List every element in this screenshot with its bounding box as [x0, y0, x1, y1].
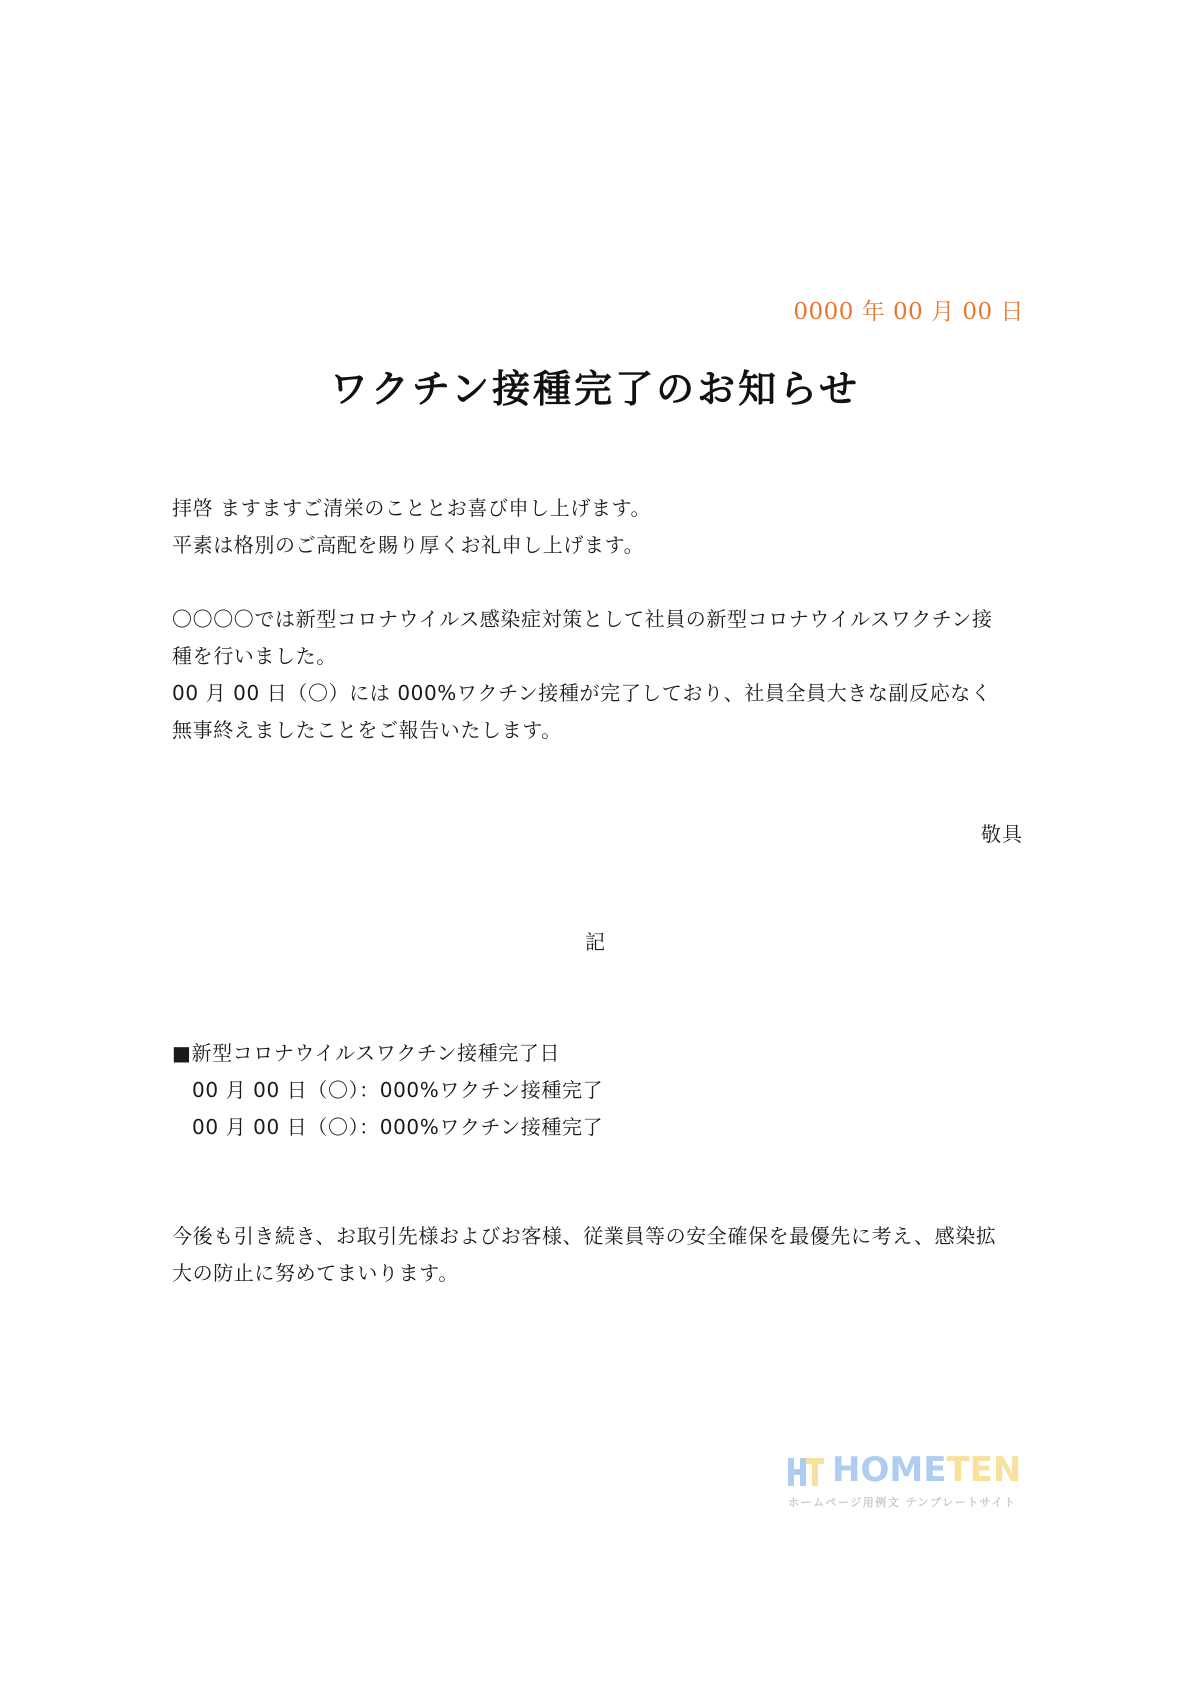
- document-date: 0000 年 00 月 00 日: [793, 299, 1024, 325]
- greeting-line: 拝啓 ますますご清栄のこととお喜び申し上げます。: [172, 496, 652, 520]
- hometen-logo-icon: [786, 1454, 826, 1490]
- final-line: 今後も引き続き、お取引先様およびお客様、従業員等の安全確保を最優先に考え、感染拡: [172, 1224, 997, 1248]
- completion-list: [172, 1035, 1022, 1146]
- closing-phrase: 敬具: [981, 822, 1023, 846]
- logo-name-home: HOME: [832, 1450, 947, 1490]
- list-item: 00 月 00 日（〇）：000%ワクチン接種完了: [192, 1078, 604, 1102]
- logo-name-ten: TEN: [946, 1450, 1022, 1490]
- document-title: ワクチン接種完了のお知らせ: [330, 366, 860, 411]
- paragraph-line: 〇〇〇〇では新型コロナウイルス感染症対策として社員の新型コロナウイルスワクチン接: [172, 607, 993, 631]
- list-heading: ■新型コロナウイルスワクチン接種完了日: [172, 1041, 561, 1065]
- paragraph-line: 無事終えましたことをご報告いたします。: [172, 718, 562, 742]
- ki-heading: 記: [585, 930, 605, 954]
- main-paragraph: [172, 601, 1022, 749]
- final-line: 大の防止に努めてまいります。: [172, 1261, 459, 1285]
- greeting-line: 平素は格別のご高配を賜り厚くお礼申し上げます。: [172, 533, 645, 557]
- list-item: 00 月 00 日（〇）：000%ワクチン接種完了: [192, 1115, 604, 1139]
- greeting-block: [172, 490, 1022, 564]
- logo-subtitle: ホームページ用例文 テンプレートサイト: [788, 1496, 1017, 1509]
- final-paragraph: [172, 1218, 1022, 1292]
- paragraph-line: 00 月 00 日（〇）には 000%ワクチン接種が完了しており、社員全員大きな副反応なく: [172, 681, 992, 705]
- paragraph-line: 種を行いました。: [172, 644, 337, 668]
- hometen-logo-text: [832, 1450, 1021, 1490]
- hometen-logo: [786, 1450, 1022, 1512]
